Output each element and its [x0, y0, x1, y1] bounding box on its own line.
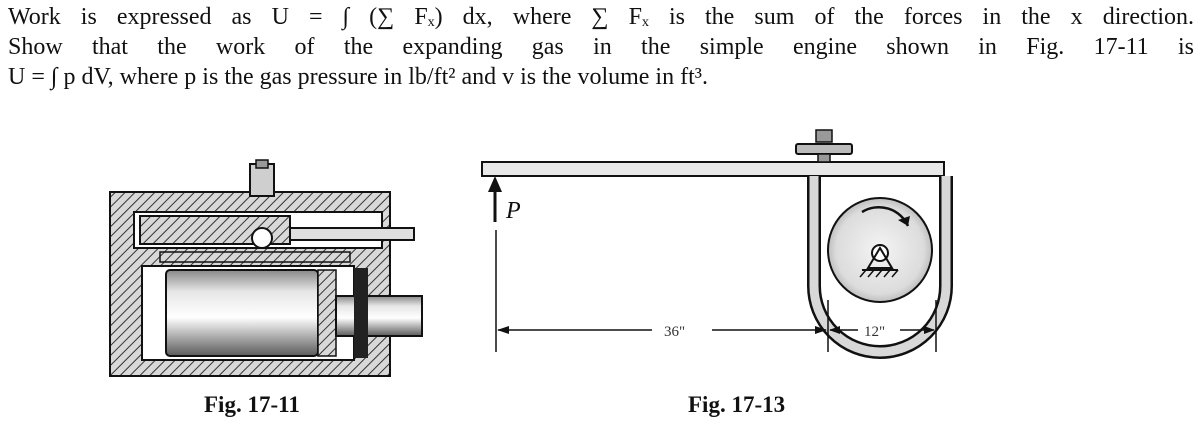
- engine-drawing: [110, 160, 422, 376]
- inlet-pipe: [250, 164, 274, 196]
- fig-17-13-caption: Fig. 17-13: [688, 392, 786, 417]
- fig-17-11-caption: Fig. 17-11: [204, 392, 300, 417]
- valve-rod: [290, 228, 414, 240]
- piston: [166, 270, 318, 356]
- force-label: P: [506, 198, 521, 224]
- piston-rod: [336, 296, 422, 336]
- dimension-36: 36": [664, 324, 686, 340]
- problem-line-3: U = ∫ p dV, where p is the gas pressure in lb/ft² and v is the volume in ft³.: [8, 64, 708, 90]
- lever-bar: [482, 162, 944, 176]
- dimension-12: 12": [864, 324, 886, 340]
- problem-line-2: Show that the work of the expanding gas in the simple engine shown in Fig. 17-11 is: [8, 34, 1194, 60]
- problem-line-1: Work is expressed as U = ∫ (∑ Fₓ) dx, where ∑ Fₓ is the sum of the forces in the x direction.: [8, 4, 1194, 30]
- lever-knob: [796, 144, 852, 154]
- lever-drawing: [482, 130, 946, 352]
- valve-pin: [252, 228, 272, 248]
